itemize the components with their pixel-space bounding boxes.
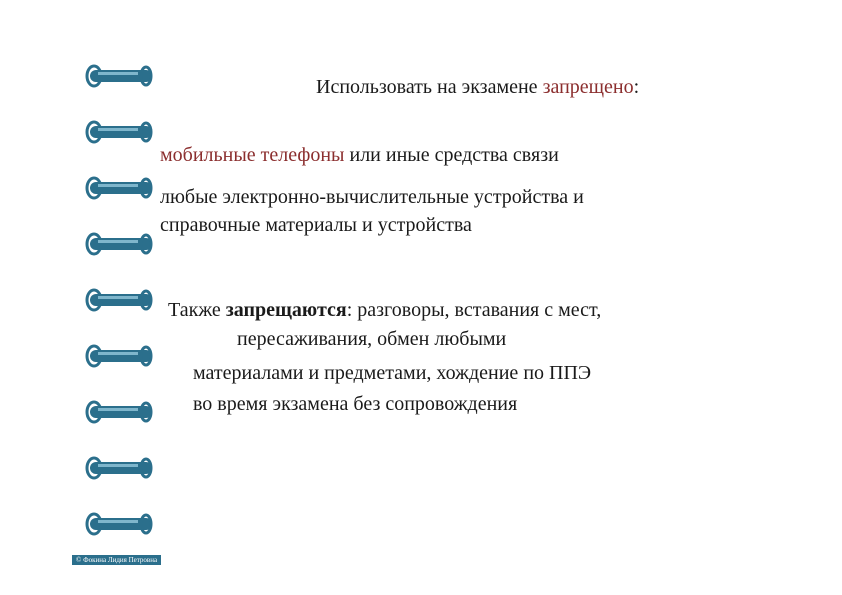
binder-ring-icon: [84, 454, 156, 482]
also-line1-rest: : разговоры, вставания с мест,: [346, 299, 602, 321]
item-devices-line2: справочные материалы и устройства: [160, 214, 472, 236]
also-prefix: Также: [168, 299, 226, 321]
item-phones-rest: или иные средства связи: [344, 144, 559, 166]
binder-ring-icon: [84, 230, 156, 258]
binder-ring-icon: [84, 398, 156, 426]
slide-title: [316, 76, 639, 98]
also-line2: пересаживания, обмен любыми: [237, 328, 507, 350]
title-prefix: Использовать на экзамене: [316, 76, 543, 98]
binder-ring-icon: [84, 342, 156, 370]
binder-ring-icon: [84, 62, 156, 90]
binder-ring-icon: [84, 118, 156, 146]
binder-ring-icon: [84, 286, 156, 314]
item-devices-line1: любые электронно-вычислительные устройства и: [160, 186, 584, 208]
copyright-label: © Фокина Лидия Петровна: [72, 555, 161, 565]
also-bold: запрещаются: [225, 299, 347, 321]
item-phones-highlight: мобильные телефоны: [160, 144, 345, 166]
binder-ring-icon: [84, 510, 156, 538]
title-highlight: запрещено: [542, 76, 634, 98]
also-line1: [168, 299, 601, 321]
item-phones: [160, 144, 559, 166]
also-line4: во время экзамена без сопровождения: [193, 393, 518, 415]
binder-rings: [84, 62, 158, 532]
title-suffix: :: [633, 76, 640, 98]
binder-ring-icon: [84, 174, 156, 202]
also-line3: материалами и предметами, хождение по ППЭ: [193, 362, 592, 384]
